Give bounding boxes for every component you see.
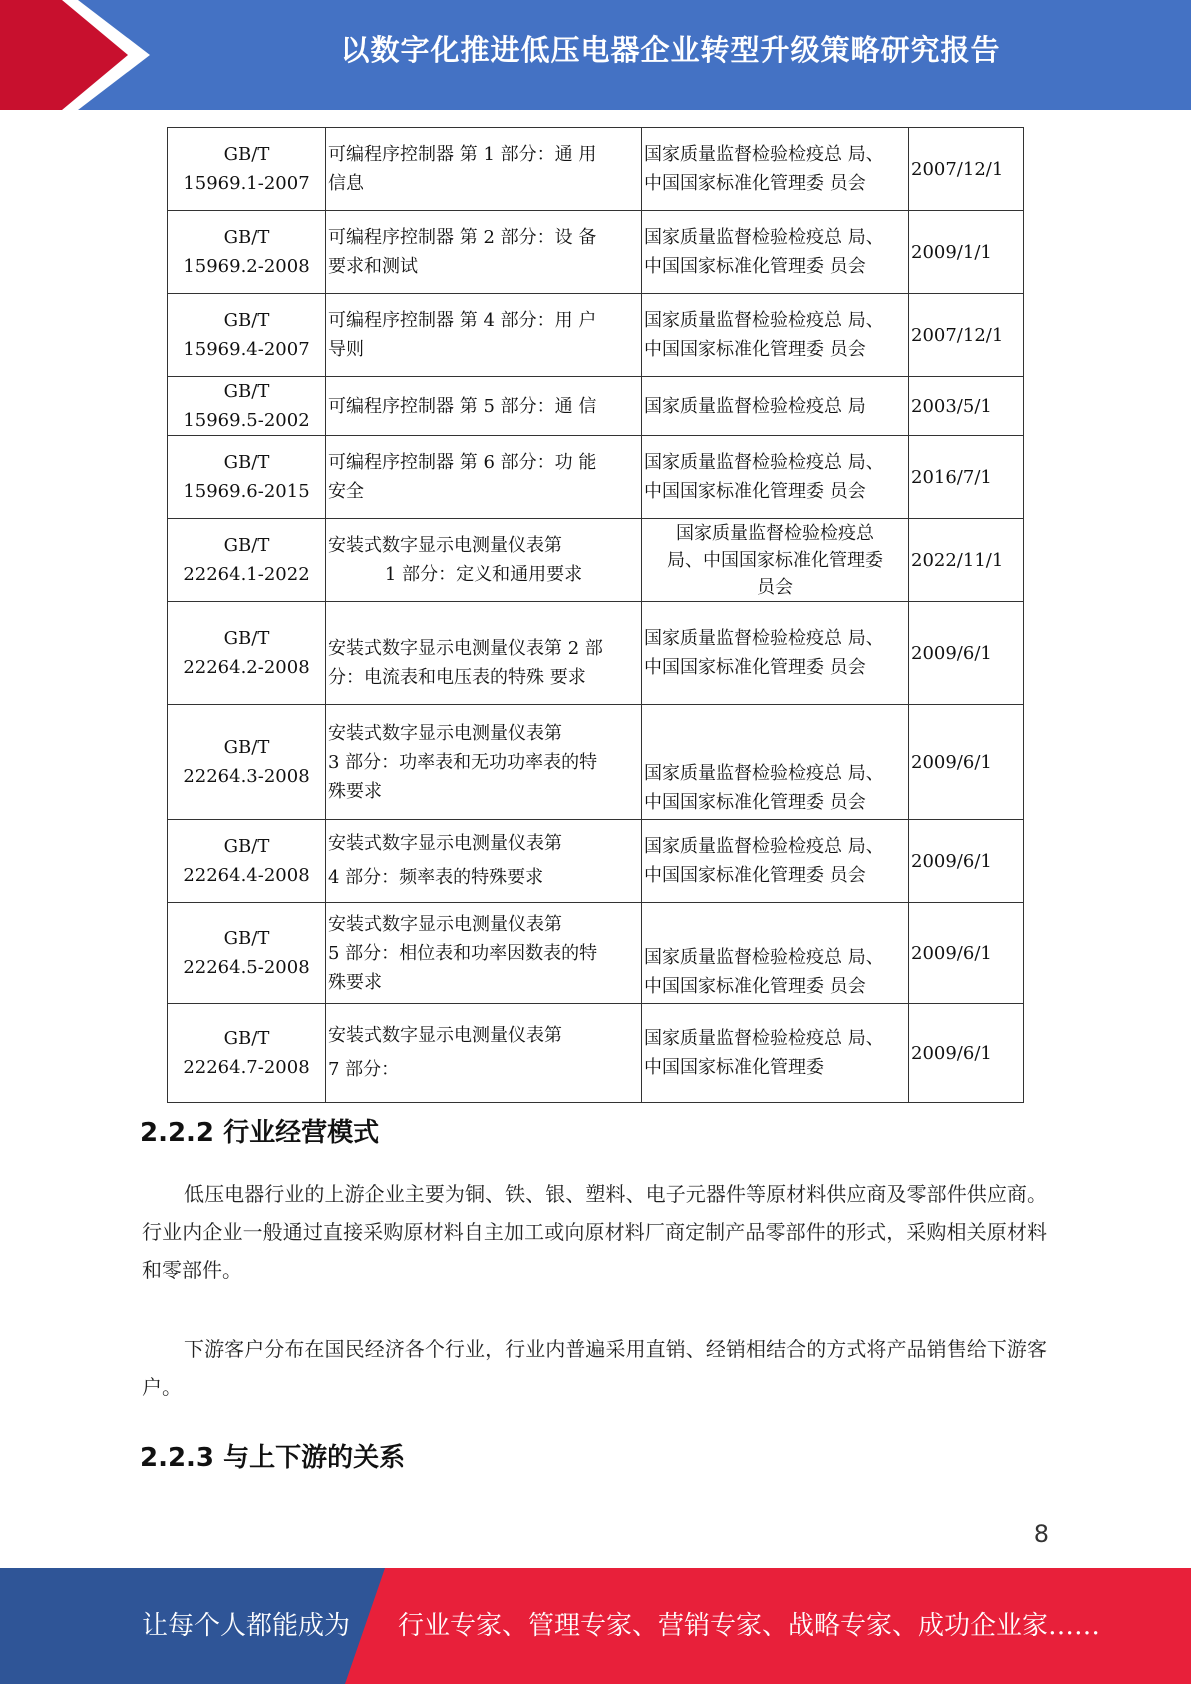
effective-date: 2009/6/1 xyxy=(909,903,1024,1004)
standard-code: GB/T 22264.1-2022 xyxy=(168,519,326,602)
standard-name: 安装式数字显示电测量仪表第 2 部 分：电流表和电压表的特殊 要求 xyxy=(326,602,642,705)
table-row xyxy=(168,377,1024,436)
standard-name: 安装式数字显示电测量仪表第 7 部分： xyxy=(326,1004,642,1103)
table-row xyxy=(168,820,1024,903)
standard-code: GB/T 15969.4-2007 xyxy=(168,294,326,377)
footer-slogan-left: 让每个人都能成为 xyxy=(142,1611,351,1641)
table-row xyxy=(168,602,1024,705)
issuing-authority: 国家质量监督检验检疫总 局、 中国国家标准化管理委 员会 xyxy=(642,294,909,377)
paragraph-upstream: 低压电器行业的上游企业主要为铜、铁、银、塑料、电子元器件等原材料供应商及零部件供应商。行业内企业一般通过直接采购原材料自主加工或向原材料厂商定制产品零部件的形式，采购相关原材料和零部件。 xyxy=(142,1182,1047,1282)
standard-code: GB/T 22264.2-2008 xyxy=(168,602,326,705)
page-number: 8 xyxy=(1033,1520,1049,1548)
standard-name: 可编程序控制器 第 5 部分：通 信 xyxy=(326,377,642,436)
effective-date: 2009/6/1 xyxy=(909,602,1024,705)
standard-name: 可编程序控制器 第 2 部分：设 备 要求和测试 xyxy=(326,211,642,294)
table-row xyxy=(168,705,1024,820)
effective-date: 2009/1/1 xyxy=(909,211,1024,294)
footer-slogan-right: 行业专家、管理专家、营销专家、战略专家、成功企业家…… xyxy=(398,1611,1101,1641)
effective-date: 2007/12/1 xyxy=(909,128,1024,211)
standard-code: GB/T 22264.5-2008 xyxy=(168,903,326,1004)
standard-code: GB/T 22264.4-2008 xyxy=(168,820,326,903)
standard-name: 可编程序控制器 第 6 部分：功 能 安全 xyxy=(326,436,642,519)
standard-name: 可编程序控制器 第 4 部分：用 户 导则 xyxy=(326,294,642,377)
issuing-authority: 国家质量监督检验检疫总 局、 中国国家标准化管理委 员会 xyxy=(642,211,909,294)
standard-name: 安装式数字显示电测量仪表第 5 部分：相位表和功率因数表的特 殊要求 xyxy=(326,903,642,1004)
issuing-authority: 国家质量监督检验检疫总 局、 中国国家标准化管理委 xyxy=(642,1004,909,1103)
effective-date: 2003/5/1 xyxy=(909,377,1024,436)
effective-date: 2009/6/1 xyxy=(909,820,1024,903)
standard-name: 安装式数字显示电测量仪表第 4 部分：频率表的特殊要求 xyxy=(326,820,642,903)
issuing-authority: 国家质量监督检验检疫总 局、 中国国家标准化管理委 员会 xyxy=(642,820,909,903)
standard-name: 安装式数字显示电测量仪表第 1 部分：定义和通用要求 xyxy=(326,519,642,602)
issuing-authority: 国家质量监督检验检疫总 局、 中国国家标准化管理委 员会 xyxy=(642,903,909,1004)
section-heading-business-model: 2.2.2 行业经营模式 xyxy=(140,1118,380,1148)
table-row xyxy=(168,519,1024,602)
standard-code: GB/T 15969.1-2007 xyxy=(168,128,326,211)
standard-code: GB/T 15969.2-2008 xyxy=(168,211,326,294)
effective-date: 2009/6/1 xyxy=(909,705,1024,820)
issuing-authority: 国家质量监督检验检疫总 局、 中国国家标准化管理委 员会 xyxy=(642,705,909,820)
section-heading-upstream-downstream: 2.2.3 与上下游的关系 xyxy=(140,1443,406,1473)
table-row xyxy=(168,903,1024,1004)
report-title: 以数字化推进低压电器企业转型升级策略研究报告 xyxy=(340,33,1001,67)
issuing-authority: 国家质量监督检验检疫总 局、 中国国家标准化管理委 员会 xyxy=(642,602,909,705)
page-header xyxy=(0,0,1191,110)
issuing-authority: 国家质量监督检验检疫总 局、 中国国家标准化管理委 员会 xyxy=(642,436,909,519)
standard-code: GB/T 22264.7-2008 xyxy=(168,1004,326,1103)
issuing-authority: 国家质量监督检验检疫总 局、 中国国家标准化管理委 员会 xyxy=(642,128,909,211)
paragraph-downstream: 下游客户分布在国民经济各个行业，行业内普遍采用直销、经销相结合的方式将产品销售给下游客户。 xyxy=(142,1337,1047,1399)
standard-name: 可编程序控制器 第 1 部分：通 用 信息 xyxy=(326,128,642,211)
issuing-authority: 国家质量监督检验检疫总 局 xyxy=(642,377,909,436)
effective-date: 2009/6/1 xyxy=(909,1004,1024,1103)
table-row xyxy=(168,211,1024,294)
table-row xyxy=(168,294,1024,377)
table-row xyxy=(168,436,1024,519)
standards-table xyxy=(167,127,1024,1103)
page-footer xyxy=(0,1568,1191,1684)
standard-code: GB/T 15969.6-2015 xyxy=(168,436,326,519)
standard-code: GB/T 22264.3-2008 xyxy=(168,705,326,820)
table-row xyxy=(168,128,1024,211)
effective-date: 2016/7/1 xyxy=(909,436,1024,519)
issuing-authority: 国家质量监督检验检疫总 局、中国国家标准化管理委 员会 xyxy=(642,519,909,602)
standard-name: 安装式数字显示电测量仪表第 3 部分：功率表和无功功率表的特 殊要求 xyxy=(326,705,642,820)
header-chevron-decoration xyxy=(0,0,150,110)
table-row xyxy=(168,1004,1024,1103)
effective-date: 2022/11/1 xyxy=(909,519,1024,602)
effective-date: 2007/12/1 xyxy=(909,294,1024,377)
standard-code: GB/T 15969.5-2002 xyxy=(168,377,326,436)
